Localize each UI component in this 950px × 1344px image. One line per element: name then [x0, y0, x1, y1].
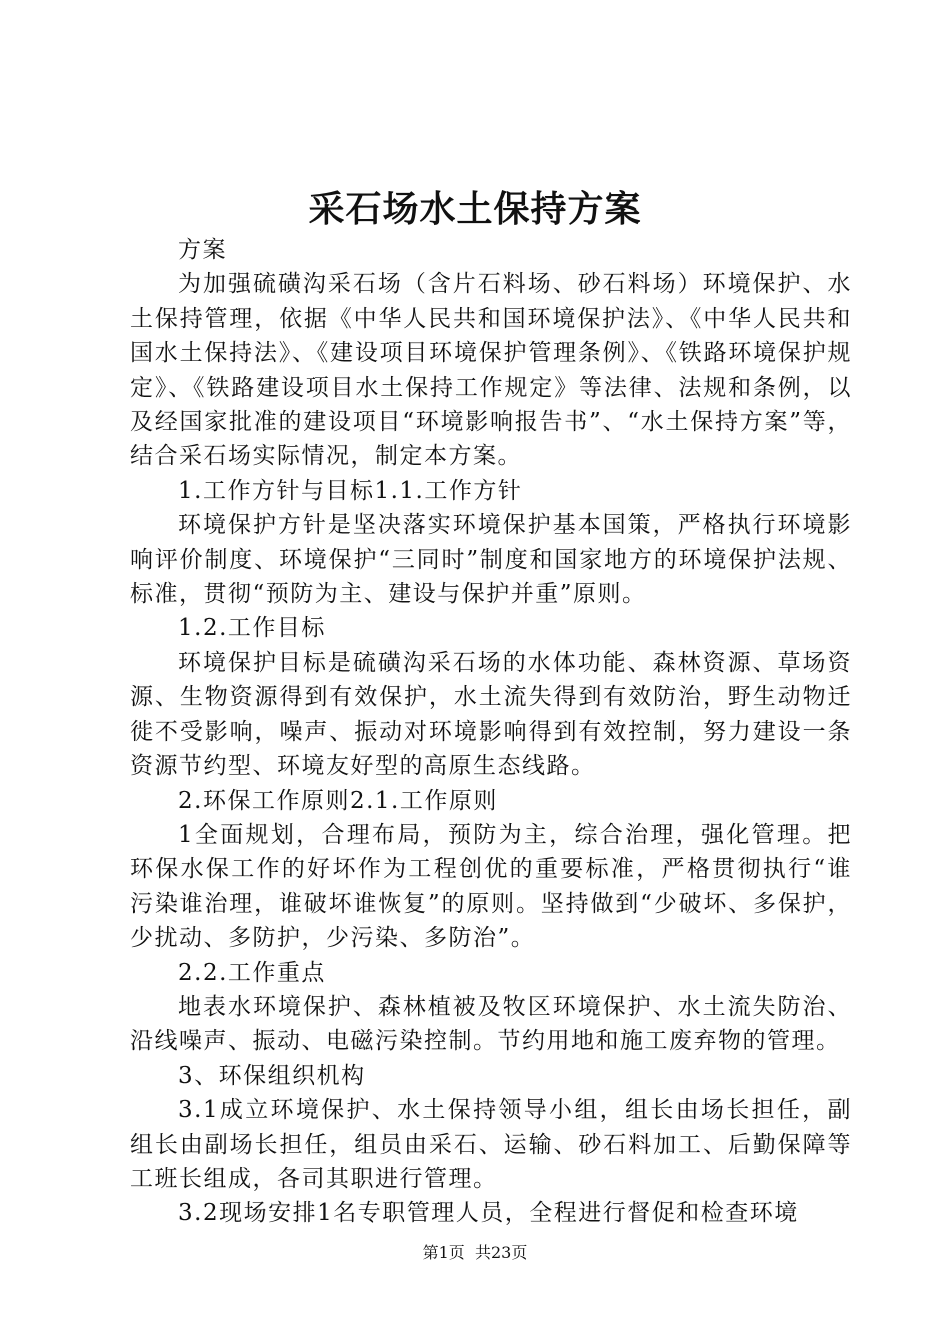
paragraph-focus: 地表水环境保护、森林植被及牧区环境保护、水土流失防治、沿线噪声、振动、电磁污染控制。节约用地和施工废弃物的管理。	[130, 993, 852, 1055]
section-heading-2-2: 2.2.工作重点	[178, 959, 326, 986]
paragraph-goals: 环境保护目标是硫磺沟采石场的水体功能、森林资源、草场资源、生物资源得到有效保护，水土流失得到有效防治，野生动物迁徙不受影响，噪声、振动对环境影响得到有效控制，努力建设一条资源节约型、环境友好型的高原生态线路。	[130, 649, 852, 780]
page-number: 第1页	[422, 1243, 465, 1262]
section-heading-2: 2.环保工作原则2.1.工作原则	[178, 787, 498, 814]
section-heading-1: 1.工作方针与目标1.1.工作方针	[178, 477, 523, 504]
page-footer	[0, 1241, 950, 1265]
paragraph-principles: 1全面规划，合理布局，预防为主，综合治理，强化管理。把环保水保工作的好坏作为工程创优的重要标准，严格贯彻执行“谁污染谁治理，谁破坏谁恢复”的原则。坚持做到“少破坏、多保护，少扰动、多防护，少污染、多防治”。	[130, 821, 852, 952]
paragraph-3-1: 3.1成立环境保护、水土保持领导小组，组长由场长担任，副组长由副场长担任，组员由采石、运输、砂石料加工、后勤保障等工班长组成，各司其职进行管理。	[130, 1097, 852, 1192]
paragraph-intro: 为加强硫磺沟采石场（含片石料场、砂石料场）环境保护、水土保持管理，依据《中华人民共和国环境保护法》、《中华人民共和国水土保持法》、《建设项目环境保护管理条例》、《铁路环境保护规定》、《铁路建设项目水土保持工作规定》等法律、法规和条例，以及经国家批准的建设项目“环境影响报告书”、“水土保持方案”等，结合采石场实际情况，制定本方案。	[130, 271, 852, 470]
section-heading-3: 3、环保组织机构	[178, 1062, 366, 1089]
section-heading-1-2: 1.2.工作目标	[178, 615, 326, 642]
paragraph-policy: 环境保护方针是坚决落实环境保护基本国策，严格执行环境影响评价制度、环境保护“三同时”制度和国家地方的环境保护法规、标准，贯彻“预防为主、建设与保护并重”原则。	[130, 512, 852, 608]
document-title: 采石场水土保持方案	[308, 188, 642, 230]
paragraph-3-2: 3.2现场安排1名专职管理人员，全程进行督促和检查环境	[178, 1200, 799, 1227]
document-body	[130, 233, 852, 1231]
page-total: 共23页	[474, 1243, 528, 1262]
paragraph-label: 方案	[178, 237, 227, 263]
